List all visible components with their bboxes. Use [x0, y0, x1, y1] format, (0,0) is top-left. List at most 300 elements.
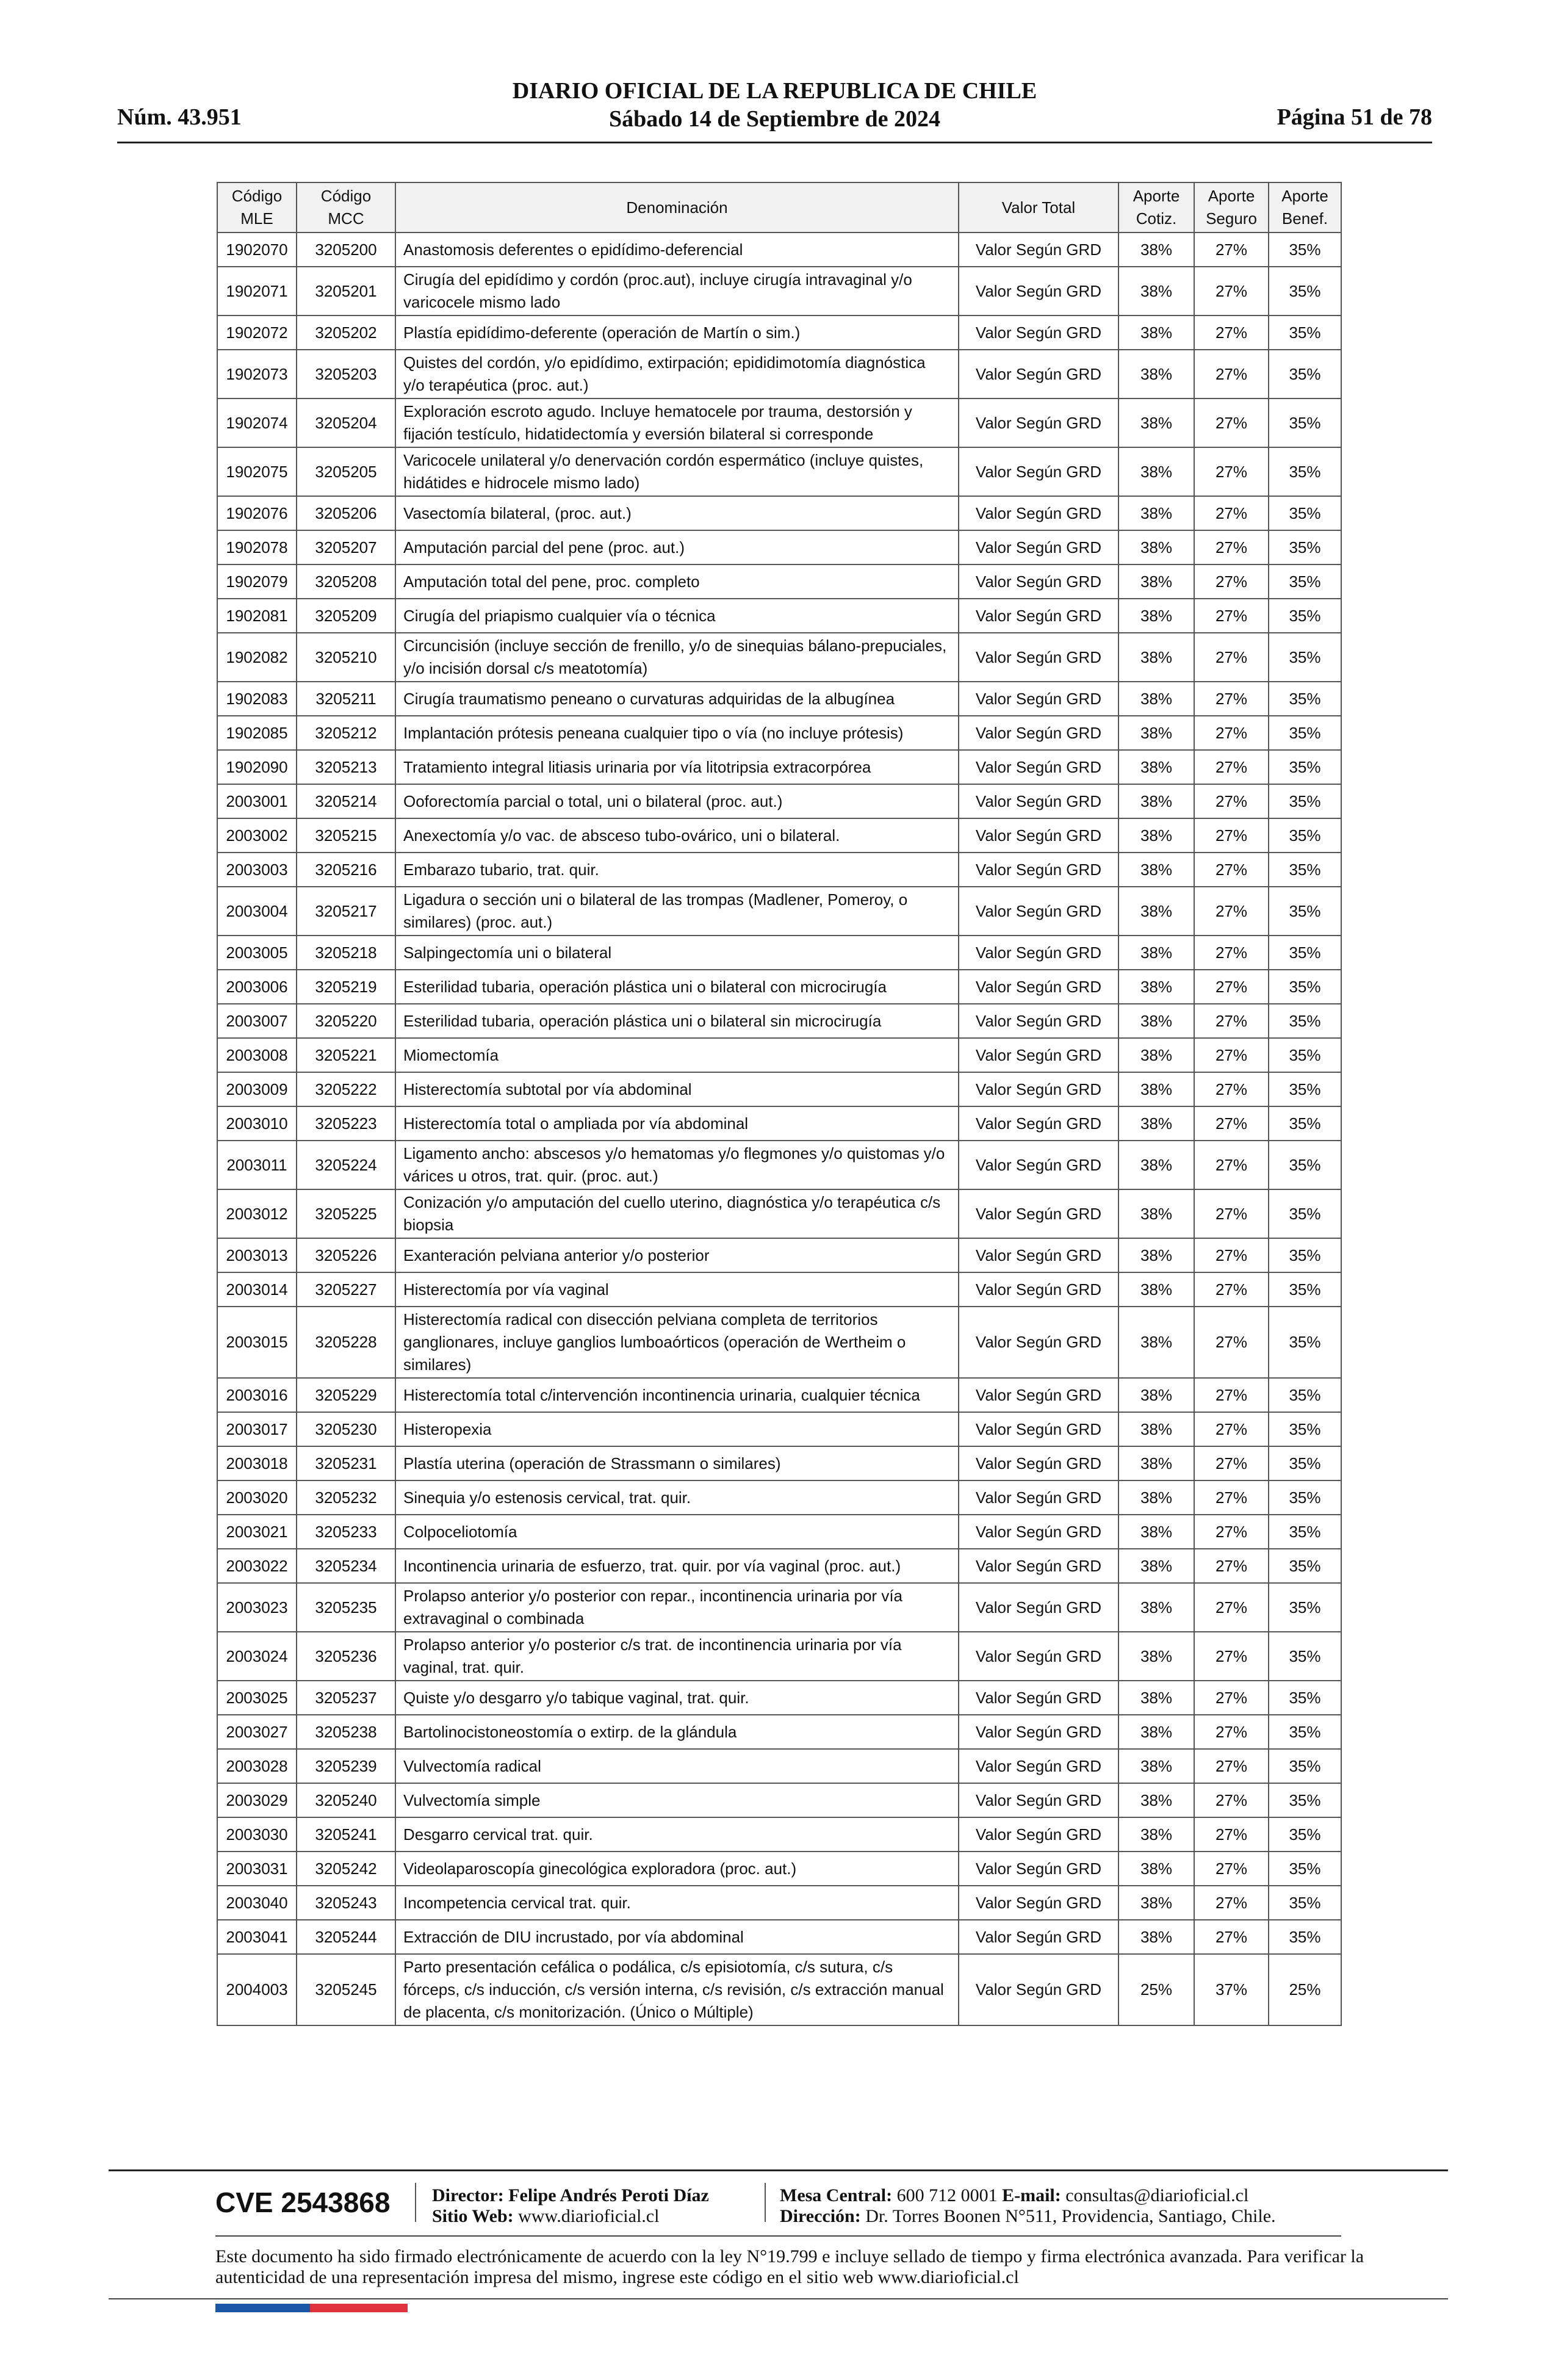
- table-row: [217, 1715, 1341, 1749]
- col-header-aporte-cotiz: Aporte Cotiz.: [1118, 182, 1194, 233]
- cell-aporte-seguro: 27%: [1194, 633, 1269, 682]
- cell-codigo-mcc: 3205202: [297, 316, 395, 350]
- cell-codigo-mle: 2003041: [217, 1920, 297, 1954]
- website-label: Sitio Web:: [432, 2206, 514, 2226]
- cell-codigo-mcc: 3205214: [297, 784, 395, 818]
- table-row: [217, 887, 1341, 936]
- cell-denominacion: Prolapso anterior y/o posterior c/s trat. de incontinencia urinaria por vía vaginal, trat. quir.: [395, 1632, 959, 1681]
- cell-denominacion: Vulvectomía radical: [395, 1749, 959, 1783]
- cell-denominacion: Colpoceliotomía: [395, 1515, 959, 1549]
- cell-denominacion: Esterilidad tubaria, operación plástica uni o bilateral sin microcirugía: [395, 1004, 959, 1038]
- cell-denominacion: Anastomosis deferentes o epidídimo-deferencial: [395, 233, 959, 267]
- cell-codigo-mle: 1902071: [217, 267, 297, 316]
- cell-aporte-seguro: 27%: [1194, 1749, 1269, 1783]
- cell-denominacion: Vasectomía bilateral, (proc. aut.): [395, 496, 959, 530]
- cell-aporte-benef: 35%: [1269, 350, 1341, 398]
- cell-denominacion: Plastía uterina (operación de Strassmann o similares): [395, 1446, 959, 1480]
- cell-aporte-seguro: 27%: [1194, 750, 1269, 784]
- cell-codigo-mcc: 3205222: [297, 1072, 395, 1106]
- cell-codigo-mle: 2003030: [217, 1817, 297, 1852]
- cell-codigo-mcc: 3205219: [297, 970, 395, 1004]
- cell-codigo-mle: 2003024: [217, 1632, 297, 1681]
- cell-codigo-mle: 2003020: [217, 1480, 297, 1515]
- cell-denominacion: Videolaparoscopía ginecológica exploradora (proc. aut.): [395, 1852, 959, 1886]
- cell-codigo-mle: 2003002: [217, 818, 297, 853]
- cell-denominacion: Quistes del cordón, y/o epidídimo, extirpación; epididimotomía diagnóstica y/o terapéutica (proc. aut.): [395, 350, 959, 398]
- cell-aporte-cotiz: 38%: [1118, 970, 1194, 1004]
- cell-codigo-mcc: 3205230: [297, 1412, 395, 1446]
- cell-aporte-benef: 35%: [1269, 1715, 1341, 1749]
- cell-aporte-benef: 35%: [1269, 564, 1341, 599]
- cell-aporte-benef: 35%: [1269, 1515, 1341, 1549]
- cell-codigo-mcc: 3205239: [297, 1749, 395, 1783]
- cell-aporte-seguro: 27%: [1194, 1272, 1269, 1307]
- cell-codigo-mle: 2003027: [217, 1715, 297, 1749]
- table-row: [217, 1817, 1341, 1852]
- cell-aporte-benef: 35%: [1269, 1817, 1341, 1852]
- cell-valor-total: Valor Según GRD: [959, 818, 1118, 853]
- cell-codigo-mcc: 3205216: [297, 853, 395, 887]
- col-header-denominacion: Denominación: [395, 182, 959, 233]
- cell-aporte-seguro: 27%: [1194, 447, 1269, 496]
- cell-valor-total: Valor Según GRD: [959, 398, 1118, 447]
- cell-codigo-mle: 2003031: [217, 1852, 297, 1886]
- cell-codigo-mcc: 3205235: [297, 1583, 395, 1632]
- cell-codigo-mle: 2003008: [217, 1038, 297, 1072]
- cell-aporte-benef: 35%: [1269, 1004, 1341, 1038]
- cell-codigo-mle: 2003013: [217, 1238, 297, 1272]
- cell-codigo-mle: 1902070: [217, 233, 297, 267]
- cell-valor-total: Valor Según GRD: [959, 1378, 1118, 1412]
- table-row: [217, 1480, 1341, 1515]
- cell-valor-total: Valor Según GRD: [959, 496, 1118, 530]
- cell-aporte-seguro: 27%: [1194, 1038, 1269, 1072]
- signature-note: Este documento ha sido firmado electrónicamente de acuerdo con la ley N°19.799 e incluye sellado de tiempo y firma electrónica avanzada. Para verificar la autenticidad de una representación impresa del mismo, ingrese este código en el sitio web www.diarioficial.cl: [215, 2246, 1364, 2287]
- cell-denominacion: Ooforectomía parcial o total, uni o bilateral (proc. aut.): [395, 784, 959, 818]
- cell-valor-total: Valor Según GRD: [959, 1549, 1118, 1583]
- cell-aporte-seguro: 27%: [1194, 1004, 1269, 1038]
- cell-codigo-mle: 2003001: [217, 784, 297, 818]
- col-header-mle: Código MLE: [217, 182, 297, 233]
- cell-codigo-mle: 2003011: [217, 1141, 297, 1189]
- cell-denominacion: Histerectomía subtotal por vía abdominal: [395, 1072, 959, 1106]
- cell-aporte-benef: 35%: [1269, 1852, 1341, 1886]
- cell-codigo-mcc: 3205237: [297, 1681, 395, 1715]
- flag-stripe-blue: [215, 2304, 310, 2312]
- cell-codigo-mcc: 3205231: [297, 1446, 395, 1480]
- cell-aporte-seguro: 27%: [1194, 316, 1269, 350]
- cell-denominacion: Exanteración pelviana anterior y/o posterior: [395, 1238, 959, 1272]
- cell-valor-total: Valor Según GRD: [959, 1954, 1118, 2025]
- cell-codigo-mle: 2003023: [217, 1583, 297, 1632]
- issue-number: Núm. 43.951: [117, 104, 242, 130]
- cell-aporte-seguro: 27%: [1194, 1106, 1269, 1141]
- cell-valor-total: Valor Según GRD: [959, 1480, 1118, 1515]
- cell-codigo-mle: 1902079: [217, 564, 297, 599]
- cell-valor-total: Valor Según GRD: [959, 784, 1118, 818]
- cell-codigo-mcc: 3205243: [297, 1886, 395, 1920]
- cell-denominacion: Embarazo tubario, trat. quir.: [395, 853, 959, 887]
- cell-codigo-mle: 2003014: [217, 1272, 297, 1307]
- cell-valor-total: Valor Según GRD: [959, 1852, 1118, 1886]
- cell-codigo-mcc: 3205201: [297, 267, 395, 316]
- cell-codigo-mcc: 3205233: [297, 1515, 395, 1549]
- page-header: [117, 73, 1432, 146]
- cell-aporte-cotiz: 38%: [1118, 1549, 1194, 1583]
- cell-aporte-benef: 35%: [1269, 1412, 1341, 1446]
- page-number: Página 51 de 78: [1277, 104, 1432, 130]
- cell-valor-total: Valor Según GRD: [959, 1632, 1118, 1681]
- table-row: [217, 1004, 1341, 1038]
- table-row: [217, 530, 1341, 564]
- cell-aporte-seguro: 27%: [1194, 1189, 1269, 1238]
- cell-denominacion: Bartolinocistoneostomía o extirp. de la glándula: [395, 1715, 959, 1749]
- cell-codigo-mle: 2003005: [217, 936, 297, 970]
- cell-valor-total: Valor Según GRD: [959, 350, 1118, 398]
- cell-codigo-mle: 1902074: [217, 398, 297, 447]
- cell-aporte-cotiz: 38%: [1118, 1004, 1194, 1038]
- cell-denominacion: Ligadura o sección uni o bilateral de las trompas (Madlener, Pomeroy, o similares) (proc. aut.): [395, 887, 959, 936]
- cell-aporte-cotiz: 38%: [1118, 267, 1194, 316]
- cell-aporte-benef: 35%: [1269, 530, 1341, 564]
- header-divider: [117, 142, 1432, 143]
- cell-aporte-cotiz: 38%: [1118, 887, 1194, 936]
- cell-aporte-benef: 35%: [1269, 936, 1341, 970]
- cell-aporte-seguro: 27%: [1194, 1583, 1269, 1632]
- cell-valor-total: Valor Según GRD: [959, 233, 1118, 267]
- cell-denominacion: Histerectomía total c/intervención incontinencia urinaria, cualquier técnica: [395, 1378, 959, 1412]
- cell-aporte-benef: 35%: [1269, 1141, 1341, 1189]
- cell-codigo-mle: 2003021: [217, 1515, 297, 1549]
- cell-valor-total: Valor Según GRD: [959, 1412, 1118, 1446]
- cell-codigo-mcc: 3205205: [297, 447, 395, 496]
- cell-codigo-mle: 2003004: [217, 887, 297, 936]
- website-link[interactable]: www.diarioficial.cl: [518, 2206, 660, 2226]
- cell-codigo-mcc: 3205206: [297, 496, 395, 530]
- cell-aporte-benef: 35%: [1269, 1783, 1341, 1817]
- mesa-label: Mesa Central:: [780, 2185, 893, 2205]
- cell-aporte-cotiz: 38%: [1118, 1817, 1194, 1852]
- cell-denominacion: Plastía epidídimo-deferente (operación de Martín o sim.): [395, 316, 959, 350]
- cell-aporte-cotiz: 38%: [1118, 818, 1194, 853]
- cell-aporte-seguro: 27%: [1194, 1141, 1269, 1189]
- cell-codigo-mcc: 3205228: [297, 1307, 395, 1378]
- cell-aporte-seguro: 27%: [1194, 1412, 1269, 1446]
- cell-valor-total: Valor Según GRD: [959, 633, 1118, 682]
- cell-aporte-benef: 35%: [1269, 267, 1341, 316]
- cell-valor-total: Valor Según GRD: [959, 936, 1118, 970]
- cell-aporte-benef: 35%: [1269, 633, 1341, 682]
- cell-aporte-seguro: 27%: [1194, 233, 1269, 267]
- cell-codigo-mcc: 3205232: [297, 1480, 395, 1515]
- cell-aporte-cotiz: 38%: [1118, 1106, 1194, 1141]
- cell-codigo-mcc: 3205217: [297, 887, 395, 936]
- cell-aporte-seguro: 27%: [1194, 1632, 1269, 1681]
- table-row: [217, 564, 1341, 599]
- cell-aporte-cotiz: 38%: [1118, 936, 1194, 970]
- cell-codigo-mle: 1902075: [217, 447, 297, 496]
- newspaper-title: DIARIO OFICIAL DE LA REPUBLICA DE CHILE: [512, 78, 1037, 104]
- cell-aporte-cotiz: 25%: [1118, 1954, 1194, 2025]
- cell-codigo-mle: 2003006: [217, 970, 297, 1004]
- cell-valor-total: Valor Según GRD: [959, 970, 1118, 1004]
- cell-aporte-benef: 35%: [1269, 1749, 1341, 1783]
- table-row: [217, 1038, 1341, 1072]
- cell-aporte-seguro: 27%: [1194, 818, 1269, 853]
- cell-valor-total: Valor Según GRD: [959, 750, 1118, 784]
- address-value: Dr. Torres Boonen N°511, Providencia, Santiago, Chile.: [865, 2206, 1276, 2226]
- table-row: [217, 1954, 1341, 2025]
- cell-denominacion: Extracción de DIU incrustado, por vía abdominal: [395, 1920, 959, 1954]
- cell-aporte-cotiz: 38%: [1118, 316, 1194, 350]
- cell-codigo-mcc: 3205236: [297, 1632, 395, 1681]
- cell-codigo-mcc: 3205240: [297, 1783, 395, 1817]
- table-row: [217, 1446, 1341, 1480]
- cell-denominacion: Varicocele unilateral y/o denervación cordón espermático (incluye quistes, hidátides e hidrocele mismo lado): [395, 447, 959, 496]
- cell-aporte-cotiz: 38%: [1118, 1272, 1194, 1307]
- cell-valor-total: Valor Según GRD: [959, 1681, 1118, 1715]
- cell-valor-total: Valor Según GRD: [959, 1783, 1118, 1817]
- cell-aporte-seguro: 27%: [1194, 564, 1269, 599]
- cell-aporte-seguro: 27%: [1194, 1681, 1269, 1715]
- cell-codigo-mcc: 3205211: [297, 682, 395, 716]
- cell-aporte-benef: 35%: [1269, 316, 1341, 350]
- table-row: [217, 750, 1341, 784]
- cell-aporte-cotiz: 38%: [1118, 1515, 1194, 1549]
- cell-aporte-cotiz: 38%: [1118, 784, 1194, 818]
- cell-denominacion: Tratamiento integral litiasis urinaria por vía litotripsia extracorpórea: [395, 750, 959, 784]
- cell-denominacion: Esterilidad tubaria, operación plástica uni o bilateral con microcirugía: [395, 970, 959, 1004]
- cell-denominacion: Histeropexia: [395, 1412, 959, 1446]
- cell-codigo-mcc: 3205207: [297, 530, 395, 564]
- mesa-phone: 600 712 0001: [896, 2185, 998, 2205]
- cell-aporte-seguro: 27%: [1194, 1480, 1269, 1515]
- table-body: [217, 233, 1341, 2025]
- table-row: [217, 1238, 1341, 1272]
- cell-aporte-cotiz: 38%: [1118, 447, 1194, 496]
- table-row: [217, 936, 1341, 970]
- cell-aporte-cotiz: 38%: [1118, 1307, 1194, 1378]
- cell-aporte-seguro: 27%: [1194, 716, 1269, 750]
- cell-valor-total: Valor Según GRD: [959, 1749, 1118, 1783]
- masthead: [117, 77, 1432, 133]
- cell-aporte-cotiz: 38%: [1118, 750, 1194, 784]
- col-header-mcc: Código MCC: [297, 182, 395, 233]
- cell-denominacion: Histerectomía total o ampliada por vía abdominal: [395, 1106, 959, 1141]
- table-row: [217, 716, 1341, 750]
- table-row: [217, 1583, 1341, 1632]
- cell-denominacion: Vulvectomía simple: [395, 1783, 959, 1817]
- cell-aporte-cotiz: 38%: [1118, 1920, 1194, 1954]
- cell-aporte-cotiz: 38%: [1118, 1141, 1194, 1189]
- director-label: Director:: [432, 2185, 504, 2205]
- cell-aporte-benef: 25%: [1269, 1954, 1341, 2025]
- cell-denominacion: Amputación total del pene, proc. completo: [395, 564, 959, 599]
- cell-denominacion: Cirugía del priapismo cualquier vía o técnica: [395, 599, 959, 633]
- cell-aporte-seguro: 27%: [1194, 1852, 1269, 1886]
- cell-aporte-cotiz: 38%: [1118, 1480, 1194, 1515]
- cell-aporte-cotiz: 38%: [1118, 1886, 1194, 1920]
- cell-aporte-cotiz: 38%: [1118, 398, 1194, 447]
- cell-aporte-seguro: 27%: [1194, 1515, 1269, 1549]
- cell-denominacion: Histerectomía por vía vaginal: [395, 1272, 959, 1307]
- cell-codigo-mle: 2003016: [217, 1378, 297, 1412]
- cell-denominacion: Implantación prótesis peneana cualquier tipo o vía (no incluye prótesis): [395, 716, 959, 750]
- table-row: [217, 1632, 1341, 1681]
- cell-codigo-mle: 1902073: [217, 350, 297, 398]
- cell-aporte-seguro: 27%: [1194, 1238, 1269, 1272]
- cell-codigo-mle: 1902085: [217, 716, 297, 750]
- cell-aporte-benef: 35%: [1269, 818, 1341, 853]
- cell-aporte-cotiz: 38%: [1118, 496, 1194, 530]
- cell-aporte-cotiz: 38%: [1118, 1749, 1194, 1783]
- cell-aporte-seguro: 27%: [1194, 1549, 1269, 1583]
- cell-aporte-benef: 35%: [1269, 1446, 1341, 1480]
- cell-valor-total: Valor Según GRD: [959, 1272, 1118, 1307]
- footer-divider-middle: [215, 2235, 1341, 2237]
- cell-codigo-mcc: 3205220: [297, 1004, 395, 1038]
- footer-separator: [765, 2183, 766, 2222]
- director-block: [432, 2185, 709, 2227]
- issue-date: Sábado 14 de Septiembre de 2024: [609, 106, 940, 132]
- table-row: [217, 1549, 1341, 1583]
- cell-valor-total: Valor Según GRD: [959, 1038, 1118, 1072]
- cell-aporte-cotiz: 38%: [1118, 1715, 1194, 1749]
- cell-codigo-mle: 2003025: [217, 1681, 297, 1715]
- table-row: [217, 398, 1341, 447]
- cell-codigo-mle: 2003022: [217, 1549, 297, 1583]
- cell-valor-total: Valor Según GRD: [959, 1515, 1118, 1549]
- cell-denominacion: Conización y/o amputación del cuello uterino, diagnóstica y/o terapéutica c/s biopsia: [395, 1189, 959, 1238]
- col-header-aporte-benef: Aporte Benef.: [1269, 182, 1341, 233]
- cell-codigo-mcc: 3205221: [297, 1038, 395, 1072]
- cell-valor-total: Valor Según GRD: [959, 682, 1118, 716]
- cell-aporte-cotiz: 38%: [1118, 1189, 1194, 1238]
- cell-valor-total: Valor Según GRD: [959, 316, 1118, 350]
- cell-aporte-cotiz: 38%: [1118, 1852, 1194, 1886]
- cell-codigo-mle: 1902076: [217, 496, 297, 530]
- cell-codigo-mle: 2003017: [217, 1412, 297, 1446]
- cell-valor-total: Valor Según GRD: [959, 530, 1118, 564]
- cell-valor-total: Valor Según GRD: [959, 1141, 1118, 1189]
- page-footer: [109, 2169, 1448, 2316]
- cell-denominacion: Sinequia y/o estenosis cervical, trat. quir.: [395, 1480, 959, 1515]
- cell-aporte-benef: 35%: [1269, 682, 1341, 716]
- cell-aporte-cotiz: 38%: [1118, 682, 1194, 716]
- cell-valor-total: Valor Según GRD: [959, 1886, 1118, 1920]
- cell-codigo-mle: 2003012: [217, 1189, 297, 1238]
- cell-denominacion: Incontinencia urinaria de esfuerzo, trat. quir. por vía vaginal (proc. aut.): [395, 1549, 959, 1583]
- cell-valor-total: Valor Según GRD: [959, 887, 1118, 936]
- table-row: [217, 633, 1341, 682]
- cell-denominacion: Cirugía del epidídimo y cordón (proc.aut), incluye cirugía intravaginal y/o varicocele mismo lado: [395, 267, 959, 316]
- cell-aporte-cotiz: 38%: [1118, 1583, 1194, 1632]
- cell-codigo-mcc: 3205227: [297, 1272, 395, 1307]
- table-row: [217, 1307, 1341, 1378]
- flag-stripe-red: [310, 2304, 408, 2312]
- cell-aporte-seguro: 27%: [1194, 599, 1269, 633]
- cell-aporte-seguro: 27%: [1194, 853, 1269, 887]
- table-row: [217, 233, 1341, 267]
- cell-codigo-mcc: 3205215: [297, 818, 395, 853]
- footer-divider-bottom: [109, 2298, 1448, 2299]
- cell-codigo-mcc: 3205224: [297, 1141, 395, 1189]
- table-row: [217, 1515, 1341, 1549]
- cell-valor-total: Valor Según GRD: [959, 1072, 1118, 1106]
- table-row: [217, 316, 1341, 350]
- table-row: [217, 599, 1341, 633]
- cell-aporte-seguro: 27%: [1194, 1378, 1269, 1412]
- cell-aporte-benef: 35%: [1269, 1272, 1341, 1307]
- cell-codigo-mcc: 3205223: [297, 1106, 395, 1141]
- cell-codigo-mle: 2003010: [217, 1106, 297, 1141]
- cell-codigo-mle: 2003018: [217, 1446, 297, 1480]
- cell-aporte-benef: 35%: [1269, 853, 1341, 887]
- cell-aporte-seguro: 27%: [1194, 1307, 1269, 1378]
- cell-denominacion: Amputación parcial del pene (proc. aut.): [395, 530, 959, 564]
- cell-denominacion: Histerectomía radical con disección pelviana completa de territorios ganglionares, incluye ganglios lumboaórticos (operación de Wertheim o similares): [395, 1307, 959, 1378]
- cell-aporte-seguro: 27%: [1194, 1446, 1269, 1480]
- cell-aporte-benef: 35%: [1269, 233, 1341, 267]
- cell-denominacion: Prolapso anterior y/o posterior con repar., incontinencia urinaria por vía extravaginal o combinada: [395, 1583, 959, 1632]
- cell-aporte-seguro: 27%: [1194, 970, 1269, 1004]
- cell-aporte-benef: 35%: [1269, 1038, 1341, 1072]
- cell-aporte-benef: 35%: [1269, 716, 1341, 750]
- table-row: [217, 1681, 1341, 1715]
- cell-aporte-benef: 35%: [1269, 1583, 1341, 1632]
- cell-aporte-benef: 35%: [1269, 1681, 1341, 1715]
- cell-aporte-seguro: 27%: [1194, 1715, 1269, 1749]
- cell-codigo-mcc: 3205212: [297, 716, 395, 750]
- cell-valor-total: Valor Según GRD: [959, 1583, 1118, 1632]
- cell-denominacion: Parto presentación cefálica o podálica, c/s episiotomía, c/s sutura, c/s fórceps, c/s inducción, c/s versión interna, c/s revisión, c/s extracción manual de placenta, c/s monitorización. (Único o Múltiple): [395, 1954, 959, 2025]
- cell-codigo-mcc: 3205209: [297, 599, 395, 633]
- cell-aporte-seguro: 27%: [1194, 1886, 1269, 1920]
- cell-aporte-benef: 35%: [1269, 1920, 1341, 1954]
- cell-codigo-mcc: 3205225: [297, 1189, 395, 1238]
- cell-denominacion: Salpingectomía uni o bilateral: [395, 936, 959, 970]
- cell-denominacion: Desgarro cervical trat. quir.: [395, 1817, 959, 1852]
- table-row: [217, 1106, 1341, 1141]
- table-row: [217, 447, 1341, 496]
- cell-valor-total: Valor Según GRD: [959, 564, 1118, 599]
- cell-aporte-benef: 35%: [1269, 496, 1341, 530]
- cell-denominacion: Miomectomía: [395, 1038, 959, 1072]
- cell-valor-total: Valor Según GRD: [959, 1920, 1118, 1954]
- cell-aporte-cotiz: 38%: [1118, 1783, 1194, 1817]
- cell-aporte-benef: 35%: [1269, 1549, 1341, 1583]
- cell-aporte-benef: 35%: [1269, 970, 1341, 1004]
- email-link[interactable]: consultas@diarioficial.cl: [1065, 2185, 1249, 2205]
- cell-aporte-seguro: 27%: [1194, 350, 1269, 398]
- col-header-valor-total: Valor Total: [959, 182, 1118, 233]
- cell-denominacion: Anexectomía y/o vac. de absceso tubo-ovárico, uni o bilateral.: [395, 818, 959, 853]
- cell-aporte-cotiz: 38%: [1118, 1072, 1194, 1106]
- cell-valor-total: Valor Según GRD: [959, 1189, 1118, 1238]
- cell-valor-total: Valor Según GRD: [959, 267, 1118, 316]
- cell-codigo-mle: 2003007: [217, 1004, 297, 1038]
- cell-aporte-cotiz: 38%: [1118, 233, 1194, 267]
- cell-codigo-mcc: 3205229: [297, 1378, 395, 1412]
- cell-aporte-cotiz: 38%: [1118, 1632, 1194, 1681]
- cell-codigo-mle: 1902090: [217, 750, 297, 784]
- cell-valor-total: Valor Según GRD: [959, 599, 1118, 633]
- cell-denominacion: Exploración escroto agudo. Incluye hematocele por trauma, destorsión y fijación testículo, hidatidectomía y eversión bilateral si corresponde: [395, 398, 959, 447]
- cve-code: CVE 2543868: [215, 2187, 391, 2218]
- table-row: [217, 682, 1341, 716]
- cell-codigo-mle: 1902083: [217, 682, 297, 716]
- procedures-table: [217, 182, 1342, 2026]
